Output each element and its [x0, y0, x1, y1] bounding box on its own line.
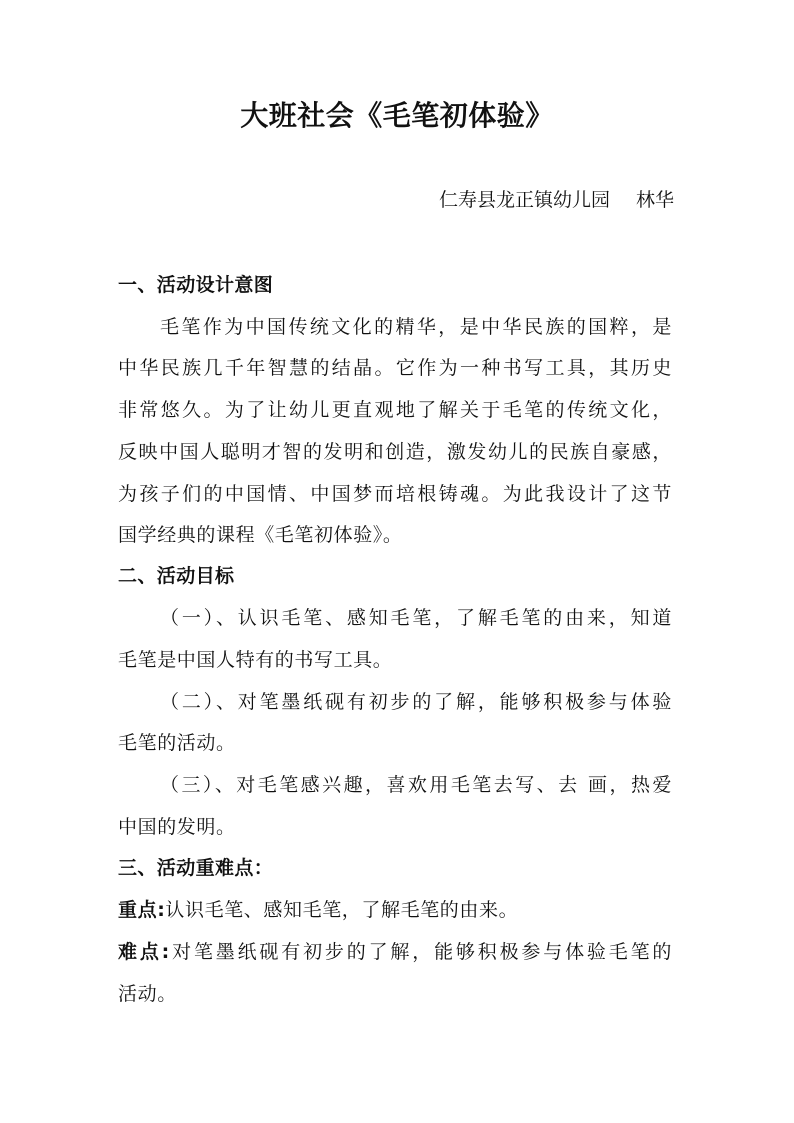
difficult-point-label: 难点: [118, 941, 170, 963]
paragraph-line: 国学经典的课程《毛笔初体验》。 [118, 524, 403, 546]
goal-line: （一）、认识毛笔、感知毛笔，了解毛笔的由来，知道 [160, 607, 672, 629]
key-point-label: 重点: [118, 899, 166, 921]
author-organization: 仁寿县龙正镇幼儿园 [438, 189, 610, 211]
goal-line: （二）、对笔墨纸砚有初步的了解，能够积极参与体验 [160, 691, 672, 713]
paragraph-line: 反映中国人聪明才智的发明和创造，激发幼儿的民族自豪感， [118, 441, 672, 463]
difficult-point-line [118, 937, 672, 967]
goal-line: （三）、对毛笔感兴趣，喜欢用毛笔去写、去 画，热爱 [160, 774, 672, 796]
goal-line: 毛笔的活动。 [118, 732, 236, 754]
author-name: 林华 [635, 189, 674, 211]
paragraph-line: 为孩子们的中国情、中国梦而培根铸魂。为此我设计了这节 [118, 483, 672, 505]
difficult-point-line-2: 活动。 [118, 983, 177, 1005]
goal-line: 毛笔是中国人特有的书写工具。 [118, 649, 393, 671]
paragraph-line: 中华民族几千年智慧的结晶。它作为一种书写工具，其历史 [118, 357, 672, 379]
goal-line: 中国的发明。 [118, 816, 236, 838]
difficult-point-text: 对笔墨纸砚有初步的了解，能够积极参与体验毛笔的 [169, 941, 672, 963]
section-heading-design-intent: 一、活动设计意图 [118, 274, 274, 296]
document-title: 大班社会《毛笔初体验》 [240, 99, 554, 132]
section-heading-goals: 二、活动目标 [118, 565, 235, 587]
key-point-text: 认识毛笔、感知毛笔，了解毛笔的由来。 [165, 899, 519, 921]
section-heading-key-points: 三、活动重难点： [118, 857, 274, 879]
key-point-line [118, 895, 518, 925]
paragraph-line: 非常悠久。为了让幼儿更直观地了解关于毛笔的传统文化， [118, 399, 672, 421]
author-line [439, 185, 674, 215]
paragraph-line: 毛笔作为中国传统文化的精华，是中华民族的国粹，是 [160, 316, 672, 338]
